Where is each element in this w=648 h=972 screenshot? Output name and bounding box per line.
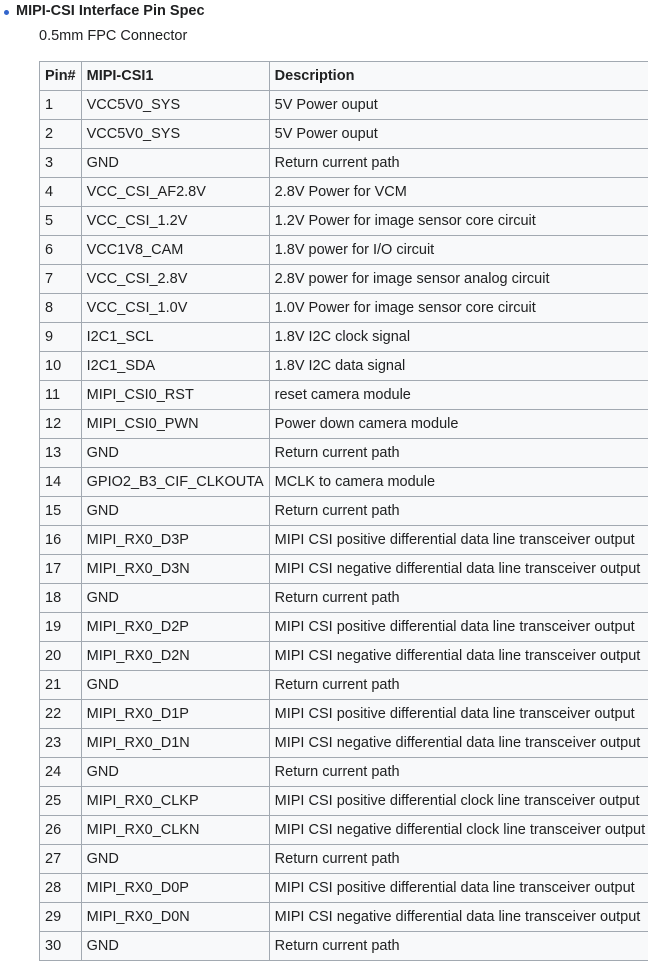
pin-cell: 20 (40, 642, 82, 671)
pin-cell: 2 (40, 120, 82, 149)
description-cell: Return current path (269, 439, 648, 468)
signal-cell: MIPI_RX0_D2N (81, 642, 269, 671)
pin-cell: 27 (40, 845, 82, 874)
table-header-row (40, 62, 648, 91)
signal-cell: VCC1V8_CAM (81, 236, 269, 265)
signal-cell: VCC_CSI_AF2.8V (81, 178, 269, 207)
table-row (40, 758, 648, 787)
table-row (40, 410, 648, 439)
pin-cell: 17 (40, 555, 82, 584)
description-cell: 2.8V Power for VCM (269, 178, 648, 207)
table-row (40, 555, 648, 584)
signal-cell: GPIO2_B3_CIF_CLKOUTA (81, 468, 269, 497)
table-row (40, 584, 648, 613)
header-pin: Pin# (40, 62, 82, 91)
signal-cell: MIPI_CSI0_RST (81, 381, 269, 410)
description-cell: MIPI CSI positive differential data line transceiver output (269, 874, 648, 903)
description-cell: Return current path (269, 584, 648, 613)
table-row (40, 845, 648, 874)
header-description: Description (269, 62, 648, 91)
signal-cell: GND (81, 671, 269, 700)
table-row (40, 874, 648, 903)
description-cell: Return current path (269, 671, 648, 700)
pin-cell: 13 (40, 439, 82, 468)
description-cell: MIPI CSI negative differential data line transceiver output (269, 642, 648, 671)
table-row (40, 149, 648, 178)
table-row (40, 468, 648, 497)
table-row (40, 903, 648, 932)
table-row (40, 497, 648, 526)
description-cell: 1.8V I2C clock signal (269, 323, 648, 352)
description-cell: Return current path (269, 497, 648, 526)
pin-cell: 6 (40, 236, 82, 265)
pin-cell: 11 (40, 381, 82, 410)
pin-cell: 16 (40, 526, 82, 555)
pin-cell: 25 (40, 787, 82, 816)
section-title: MIPI-CSI Interface Pin Spec (16, 3, 205, 19)
pin-cell: 19 (40, 613, 82, 642)
table-row (40, 700, 648, 729)
table-row (40, 729, 648, 758)
table-row (40, 120, 648, 149)
pin-cell: 12 (40, 410, 82, 439)
table-row (40, 642, 648, 671)
description-cell: MIPI CSI positive differential clock line transceiver output (269, 787, 648, 816)
signal-cell: GND (81, 149, 269, 178)
pin-cell: 1 (40, 91, 82, 120)
table-row (40, 932, 648, 961)
signal-cell: VCC5V0_SYS (81, 120, 269, 149)
pin-cell: 26 (40, 816, 82, 845)
description-cell: Return current path (269, 758, 648, 787)
table-row (40, 236, 648, 265)
signal-cell: MIPI_RX0_D0N (81, 903, 269, 932)
signal-cell: MIPI_RX0_D3P (81, 526, 269, 555)
table-row (40, 671, 648, 700)
table-row (40, 439, 648, 468)
description-cell: Power down camera module (269, 410, 648, 439)
signal-cell: MIPI_RX0_D3N (81, 555, 269, 584)
signal-cell: GND (81, 584, 269, 613)
signal-cell: MIPI_CSI0_PWN (81, 410, 269, 439)
description-cell: MIPI CSI positive differential data line transceiver output (269, 526, 648, 555)
pin-cell: 22 (40, 700, 82, 729)
table-row (40, 294, 648, 323)
table-row (40, 526, 648, 555)
signal-cell: MIPI_RX0_D0P (81, 874, 269, 903)
description-cell: MCLK to camera module (269, 468, 648, 497)
description-cell: MIPI CSI negative differential data line transceiver output (269, 555, 648, 584)
signal-cell: VCC_CSI_2.8V (81, 265, 269, 294)
table-row (40, 178, 648, 207)
table-row (40, 265, 648, 294)
connector-subtitle: 0.5mm FPC Connector (39, 28, 188, 44)
signal-cell: GND (81, 845, 269, 874)
description-cell: Return current path (269, 932, 648, 961)
signal-cell: I2C1_SDA (81, 352, 269, 381)
signal-cell: MIPI_RX0_CLKP (81, 787, 269, 816)
description-cell: MIPI CSI positive differential data line transceiver output (269, 700, 648, 729)
pin-cell: 3 (40, 149, 82, 178)
description-cell: 5V Power ouput (269, 120, 648, 149)
pin-cell: 15 (40, 497, 82, 526)
description-cell: MIPI CSI positive differential data line transceiver output (269, 613, 648, 642)
description-cell: reset camera module (269, 381, 648, 410)
pin-cell: 9 (40, 323, 82, 352)
table-row (40, 352, 648, 381)
signal-cell: VCC_CSI_1.2V (81, 207, 269, 236)
table-row (40, 91, 648, 120)
signal-cell: VCC5V0_SYS (81, 91, 269, 120)
description-cell: MIPI CSI negative differential data line transceiver output (269, 903, 648, 932)
description-cell: 5V Power ouput (269, 91, 648, 120)
signal-cell: I2C1_SCL (81, 323, 269, 352)
table-row (40, 816, 648, 845)
table-row (40, 323, 648, 352)
pin-cell: 29 (40, 903, 82, 932)
table-row (40, 207, 648, 236)
pin-cell: 30 (40, 932, 82, 961)
signal-cell: MIPI_RX0_D1N (81, 729, 269, 758)
header-signal: MIPI-CSI1 (81, 62, 269, 91)
signal-cell: GND (81, 439, 269, 468)
description-cell: 1.2V Power for image sensor core circuit (269, 207, 648, 236)
signal-cell: GND (81, 497, 269, 526)
description-cell: 1.8V power for I/O circuit (269, 236, 648, 265)
pin-cell: 18 (40, 584, 82, 613)
description-cell: MIPI CSI negative differential clock line transceiver output (269, 816, 648, 845)
signal-cell: VCC_CSI_1.0V (81, 294, 269, 323)
table-row (40, 381, 648, 410)
signal-cell: GND (81, 932, 269, 961)
description-cell: 1.8V I2C data signal (269, 352, 648, 381)
table-body (40, 91, 648, 961)
pin-cell: 28 (40, 874, 82, 903)
pin-cell: 5 (40, 207, 82, 236)
signal-cell: MIPI_RX0_D2P (81, 613, 269, 642)
pin-cell: 8 (40, 294, 82, 323)
pin-cell: 10 (40, 352, 82, 381)
pin-cell: 14 (40, 468, 82, 497)
description-cell: 1.0V Power for image sensor core circuit (269, 294, 648, 323)
pin-cell: 7 (40, 265, 82, 294)
signal-cell: GND (81, 758, 269, 787)
table-row (40, 613, 648, 642)
pin-cell: 24 (40, 758, 82, 787)
pin-cell: 23 (40, 729, 82, 758)
description-cell: Return current path (269, 149, 648, 178)
pin-spec-table (39, 61, 648, 961)
pin-cell: 21 (40, 671, 82, 700)
table-row (40, 787, 648, 816)
signal-cell: MIPI_RX0_CLKN (81, 816, 269, 845)
description-cell: MIPI CSI negative differential data line transceiver output (269, 729, 648, 758)
description-cell: 2.8V power for image sensor analog circuit (269, 265, 648, 294)
description-cell: Return current path (269, 845, 648, 874)
pin-cell: 4 (40, 178, 82, 207)
bullet-icon (4, 10, 9, 15)
signal-cell: MIPI_RX0_D1P (81, 700, 269, 729)
